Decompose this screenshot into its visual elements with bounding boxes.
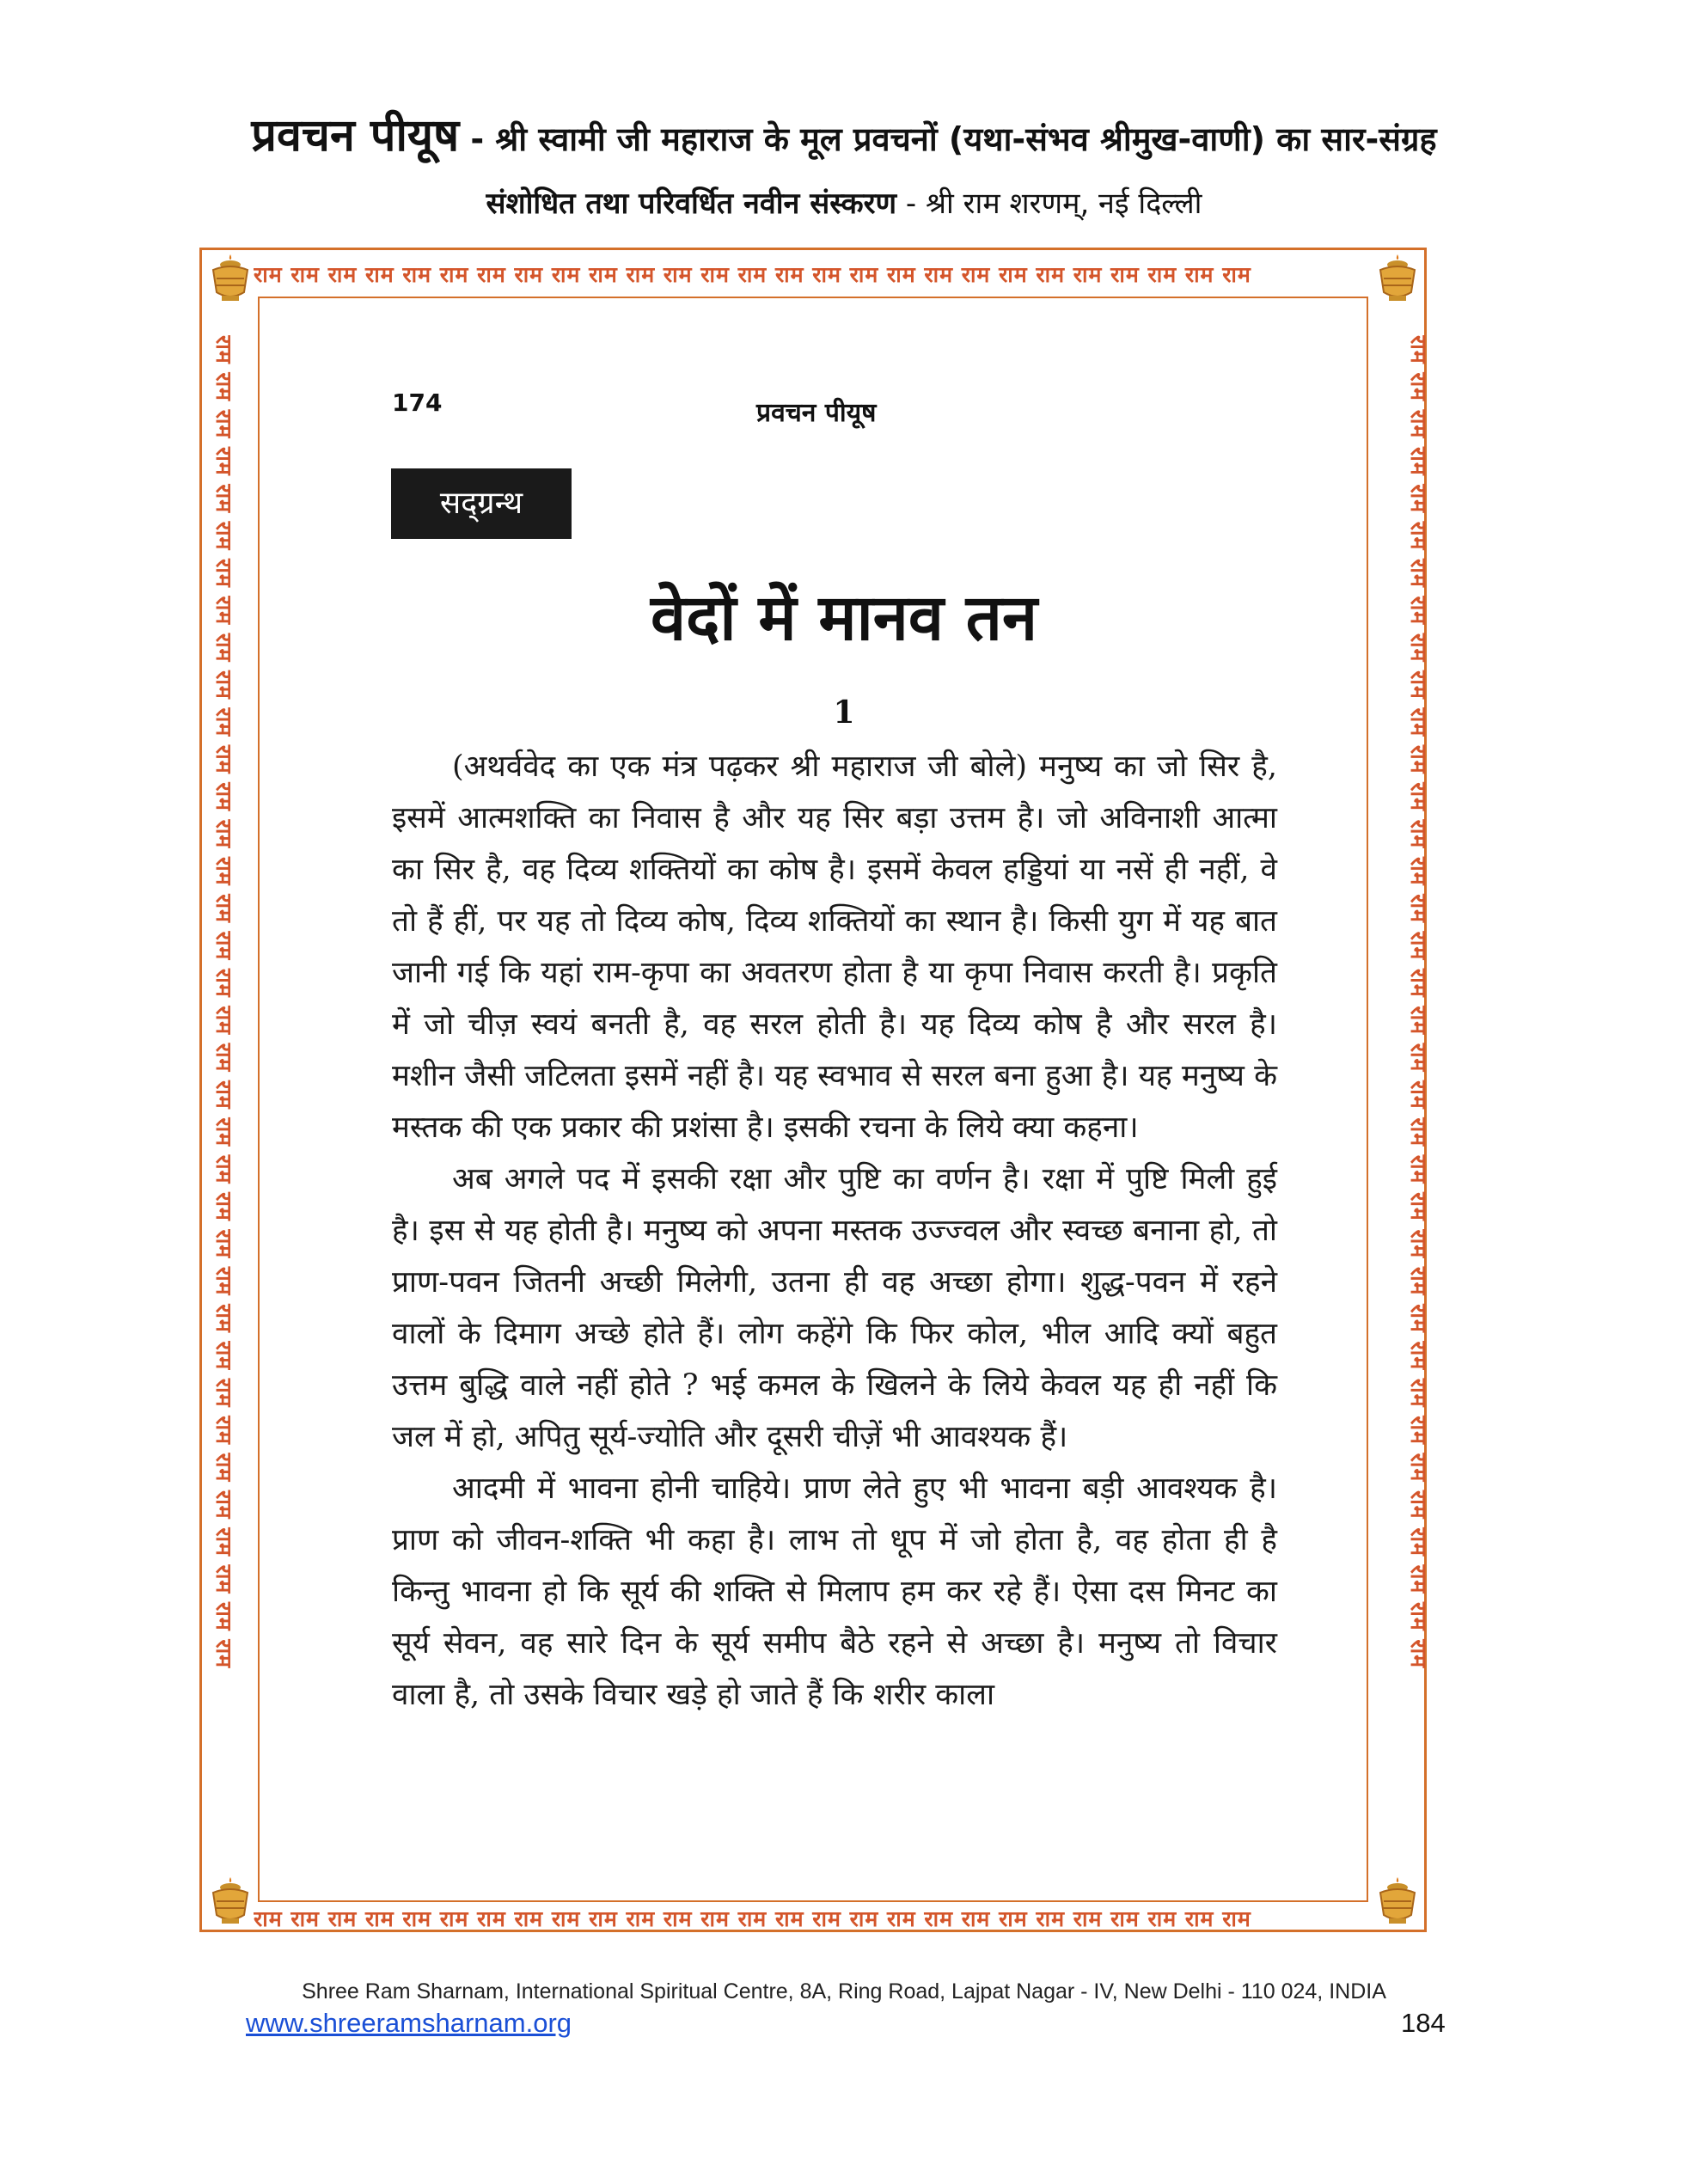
header-title-description: - श्री स्वामी जी महाराज के मूल प्रवचनों (यथा-संभव श्रीमुख-वाणी) का सार-संग्रह [459, 120, 1437, 158]
body-text [392, 741, 1277, 1721]
section-tag: सद्‌ग्रन्थ [391, 468, 572, 539]
border-ram-right: राम राम राम राम राम राम राम राम राम राम राम राम राम राम राम राम राम राम राम राम राम राम राम राम राम राम राम राम राम राम राम राम राम राम राम राम [1406, 335, 1431, 1669]
section-number: 1 [833, 694, 855, 731]
kalash-corner-icon [1370, 1874, 1425, 1929]
chapter-title: वेदों में मानव तन [650, 581, 1038, 655]
paragraph: अब अगले पद में इसकी रक्षा और पुष्टि का वर्णन है। रक्षा में पुष्टि मिली हुई है। इस से यह होती है। मनुष्य को अपना मस्तक उज्ज्वल और स्वच्छ बनाना हो, तो प्राण-पवन जितनी अच्छी मिलेगी, उतना ही वह अच्छा होगा। शुद्ध-पवन में रहने वालों के दिमाग अच्छे होते हैं। लोग कहेंगे कि फिर कोल, भील आदि क्यों बहुत उत्तम बुद्धि वाले नहीं होते ? भई कमल के खिलने के लिये केवल यह ही नहीं कि जल में हो, अपितु सूर्य-ज्योति और दूसरी चीज़ें भी आवश्यक हैं। [392, 1162, 1277, 1454]
running-head: प्रवचन पीयूष [756, 398, 877, 428]
website-link[interactable]: www.shreeramsharnam.org [246, 2008, 572, 2038]
kalash-corner-icon [1370, 251, 1425, 306]
document-header [0, 103, 1688, 164]
header-edition: संशोधित तथा परिवर्धित नवीन संस्करण [486, 187, 897, 221]
footer-address: Shree Ram Sharnam, International Spiritual Centre, 8A, Ring Road, Lajpat Nagar - IV, New Delhi - 110 024, INDIA [302, 1979, 1386, 2004]
kalash-corner-icon [203, 1874, 258, 1929]
paragraph: (अथर्ववेद का एक मंत्र पढ़कर श्री महाराज जी बोले) मनुष्य का जो सिर है, इसमें आत्मशक्ति का निवास है और यह सिर बड़ा उत्तम है। जो अविनाशी आत्मा का सिर है, वह दिव्य शक्तियों का कोष है। इसमें केवल हड्डियां या नसें ही नहीं, वे तो हैं हीं, पर यह तो दिव्य कोष, दिव्य शक्तियों का स्थान है। किसी युग में यह बात जानी गई कि यहां राम-कृपा का अवतरण होता है या कृपा निवास करती है। प्रकृति में जो चीज़ स्वयं बनती है, वह सरल होती है। यह दिव्य कोष है और सरल है। मशीन जैसी जटिलता इसमें नहीं है। यह स्वभाव से सरल बना हुआ है। यह मनुष्य के मस्तक की एक प्रकार की प्रशंसा है। इसकी रचना के लिये क्या कहना। [392, 749, 1277, 1145]
border-ram-top: राम राम राम राम राम राम राम राम राम राम राम राम राम राम राम राम राम राम राम राम राम राम राम राम राम राम राम [254, 262, 1251, 287]
book-page-number: 174 [392, 388, 443, 417]
pdf-page-number: 184 [1401, 2008, 1446, 2038]
paragraph: आदमी में भावना होनी चाहिये। प्राण लेते हुए भी भावना बड़ी आवश्यक है। प्राण को जीवन-शक्ति भी कहा है। लाभ तो धूप में जो होता है, वह होता ही है किन्तु भावना हो कि सूर्य की शक्ति से मिलाप हम कर रहे हैं। ऐसा दस मिनट का सूर्य सेवन, वह सारे दिन के सूर्य समीप बैठे रहने से अच्छा है। मनुष्य तो विचार वाला है, तो उसके विचार खड़े हो जाते हैं कि शरीर काला [392, 1471, 1277, 1712]
border-ram-left: राम राम राम राम राम राम राम राम राम राम राम राम राम राम राम राम राम राम राम राम राम राम राम राम राम राम राम राम राम राम राम राम राम राम राम राम [211, 335, 236, 1669]
header-title: प्रवचन पीयूष [251, 110, 460, 162]
border-ram-bottom: राम राम राम राम राम राम राम राम राम राम राम राम राम राम राम राम राम राम राम राम राम राम राम राम राम राम राम [254, 1906, 1251, 1931]
document-subheader [0, 182, 1688, 222]
kalash-corner-icon [203, 251, 258, 306]
header-publisher: - श्री राम शरणम्, नई दिल्ली [896, 187, 1202, 221]
